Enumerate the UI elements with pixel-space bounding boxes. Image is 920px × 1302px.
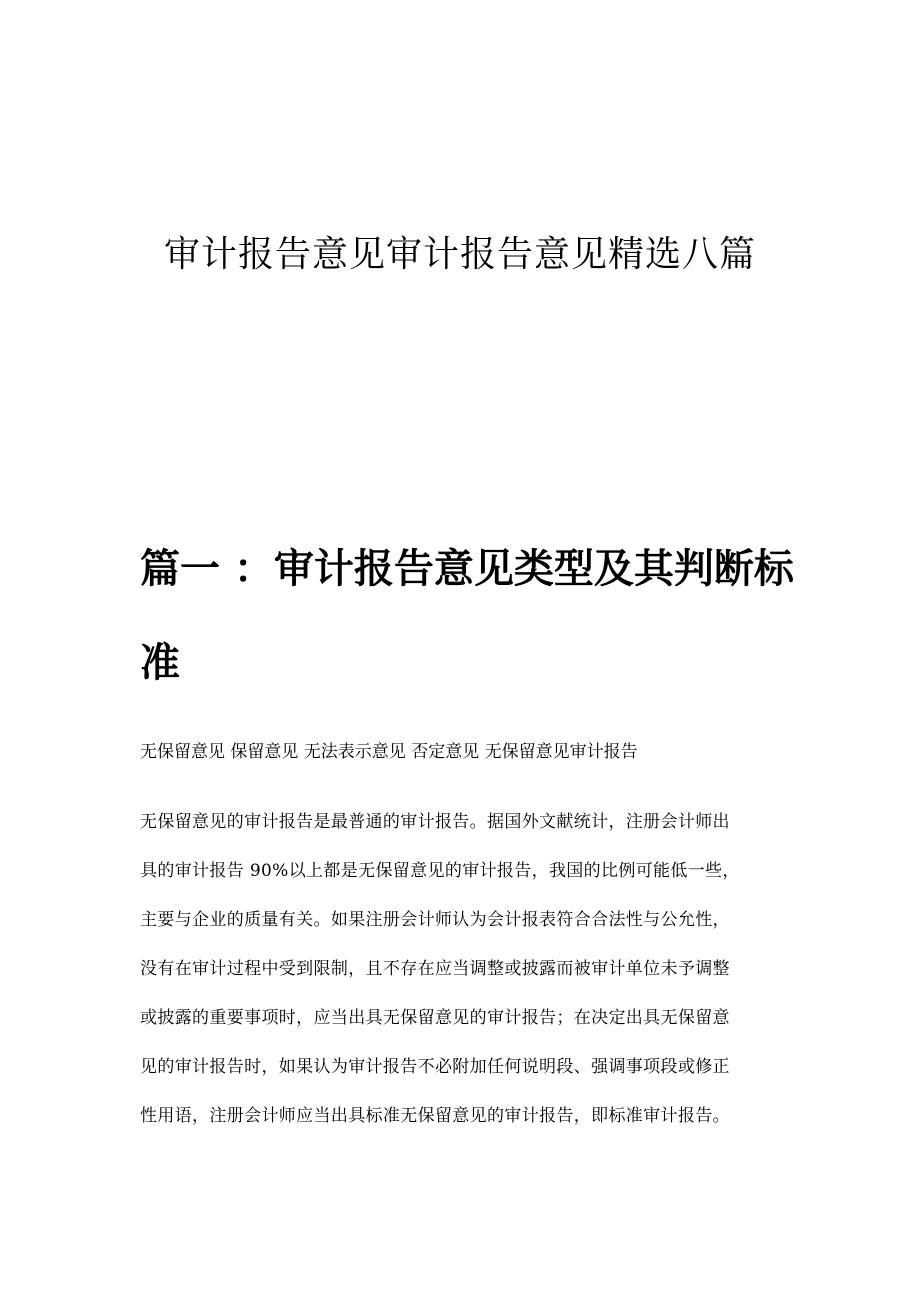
section-heading-line: 准 xyxy=(140,639,180,686)
paragraph-line: 性用语，注册会计师应当出具标准无保留意见的审计报告，即标准审计报告。 xyxy=(140,1106,730,1126)
keywords-line: 无保留意见 保留意见 无法表示意见 否定意见 无保留意见审计报告 xyxy=(140,742,638,762)
paragraph-line: 主要与企业的质量有关。如果注册会计师认为会计报表符合合法性与公允性， xyxy=(140,910,730,930)
paragraph-line: 见的审计报告时，如果认为审计报告不必附加任何说明段、强调事项段或修正 xyxy=(140,1057,730,1077)
section-heading-line: 篇一 ：审计报告意见类型及其判断标 xyxy=(140,545,794,592)
paragraph-line: 或披露的重要事项时，应当出具无保留意见的审计报告；在决定出具无保留意 xyxy=(140,1008,730,1028)
document-title: 审计报告意见审计报告意见精选八篇 xyxy=(163,234,756,275)
paragraph-line: 具的审计报告 90%以上都是无保留意见的审计报告，我国的比例可能低一些， xyxy=(140,861,740,881)
paragraph-line: 没有在审计过程中受到限制，且不存在应当调整或披露而被审计单位未予调整 xyxy=(140,959,730,979)
paragraph-line: 无保留意见的审计报告是最普通的审计报告。据国外文献统计，注册会计师出 xyxy=(140,812,730,832)
section-heading xyxy=(140,522,794,710)
body-paragraph xyxy=(140,805,790,1148)
